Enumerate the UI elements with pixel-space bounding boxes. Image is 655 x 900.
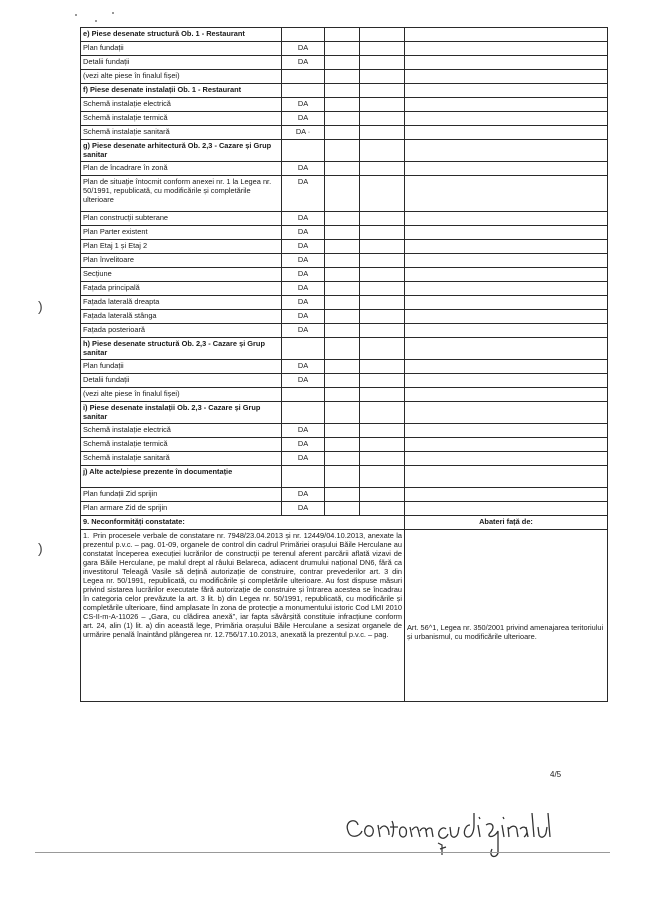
item-value: DA	[282, 296, 325, 310]
empty-cell	[325, 488, 360, 502]
empty-cell	[360, 438, 405, 452]
empty-cell	[405, 502, 608, 516]
empty-cell	[360, 502, 405, 516]
empty-cell	[360, 140, 405, 162]
empty-cell	[360, 488, 405, 502]
empty-cell	[360, 402, 405, 424]
empty-cell	[405, 374, 608, 388]
item-label: Schemă instalație sanitară	[81, 126, 282, 140]
empty-cell	[360, 466, 405, 488]
table-row	[81, 324, 608, 338]
table-row	[81, 42, 608, 56]
item-label: Fațada laterală dreapta	[81, 296, 282, 310]
item-value	[282, 466, 325, 488]
item-value: DA	[282, 438, 325, 452]
empty-cell	[405, 402, 608, 424]
empty-cell	[325, 360, 360, 374]
empty-cell	[405, 112, 608, 126]
item-label: Plan construcții subterane	[81, 212, 282, 226]
empty-cell	[405, 126, 608, 140]
item-value: DA	[282, 212, 325, 226]
empty-cell	[325, 296, 360, 310]
item-value	[282, 140, 325, 162]
item-label: Fațada principală	[81, 282, 282, 296]
empty-cell	[325, 388, 360, 402]
empty-cell	[405, 226, 608, 240]
empty-cell	[405, 240, 608, 254]
table-row	[81, 338, 608, 360]
empty-cell	[325, 254, 360, 268]
item-value: DA	[282, 56, 325, 70]
item-value	[282, 70, 325, 84]
item-label: Detalii fundații	[81, 56, 282, 70]
abateri-text: Art. 56^1, Legea nr. 350/2001 privind amenajarea teritoriului și urbanismul, cu modificările ulterioare.	[407, 623, 604, 641]
section-heading: i) Piese desenate instalații Ob. 2,3 - Cazare și Grup sanitar	[81, 402, 282, 424]
table-row	[81, 388, 608, 402]
item-label: Plan fundații Zid sprijin	[81, 488, 282, 502]
empty-cell	[405, 268, 608, 282]
empty-cell	[360, 56, 405, 70]
item-value	[282, 84, 325, 98]
table-row	[81, 360, 608, 374]
empty-cell	[325, 402, 360, 424]
empty-cell	[405, 162, 608, 176]
empty-cell	[360, 424, 405, 438]
empty-cell	[325, 56, 360, 70]
empty-cell	[405, 140, 608, 162]
table-row	[81, 374, 608, 388]
item-label: Plan de situație întocmit conform anexei nr. 1 la Legea nr. 50/1991, republicată, cu modificările și completările ulterioare	[81, 176, 282, 212]
empty-cell	[405, 324, 608, 338]
item-value: DA	[282, 176, 325, 212]
table-row	[81, 126, 608, 140]
empty-cell	[405, 488, 608, 502]
item-value	[282, 28, 325, 42]
item-label: Plan Parter existent	[81, 226, 282, 240]
empty-cell	[325, 42, 360, 56]
item-value: DA	[282, 268, 325, 282]
table-row	[81, 502, 608, 516]
footer-rule	[35, 852, 610, 853]
empty-cell	[405, 212, 608, 226]
nonconformities-header-row	[81, 516, 608, 530]
empty-cell	[360, 84, 405, 98]
item-label: Schemă instalație termică	[81, 112, 282, 126]
section-heading: f) Piese desenate instalații Ob. 1 - Restaurant	[81, 84, 282, 98]
item-label: Fațada posterioară	[81, 324, 282, 338]
section-heading: h) Piese desenate structură Ob. 2,3 - Cazare și Grup sanitar	[81, 338, 282, 360]
empty-cell	[405, 360, 608, 374]
empty-cell	[360, 226, 405, 240]
table-row	[81, 466, 608, 488]
item-label: Schemă instalație termică	[81, 438, 282, 452]
empty-cell	[325, 282, 360, 296]
empty-cell	[360, 324, 405, 338]
empty-cell	[405, 310, 608, 324]
item-label: Plan de încadrare în zonă	[81, 162, 282, 176]
item-value: DA	[282, 310, 325, 324]
item-value	[282, 402, 325, 424]
item-value: DA	[282, 360, 325, 374]
item-value: DA	[282, 226, 325, 240]
item-value: DA	[282, 98, 325, 112]
table-row	[81, 162, 608, 176]
empty-cell	[405, 98, 608, 112]
empty-cell	[325, 112, 360, 126]
empty-cell	[325, 268, 360, 282]
item-label: Schemă instalație sanitară	[81, 452, 282, 466]
abateri-heading: Abateri față de:	[405, 516, 608, 530]
empty-cell	[325, 176, 360, 212]
table-row	[81, 254, 608, 268]
section-heading: g) Piese desenate arhitectură Ob. 2,3 - Cazare și Grup sanitar	[81, 140, 282, 162]
table-row	[81, 424, 608, 438]
item-value: DA	[282, 282, 325, 296]
empty-cell	[360, 374, 405, 388]
empty-cell	[405, 56, 608, 70]
empty-cell	[360, 388, 405, 402]
empty-cell	[325, 98, 360, 112]
item-label: Plan fundații	[81, 42, 282, 56]
item-label: Detalii fundații	[81, 374, 282, 388]
item-label: Plan fundații	[81, 360, 282, 374]
empty-cell	[360, 70, 405, 84]
item-value: DA	[282, 502, 325, 516]
empty-cell	[360, 240, 405, 254]
item-value	[282, 338, 325, 360]
empty-cell	[325, 84, 360, 98]
item-value: DA	[282, 162, 325, 176]
table-row	[81, 438, 608, 452]
empty-cell	[360, 28, 405, 42]
margin-hole-mark: )	[38, 540, 43, 556]
nonconformity-text-cell	[81, 530, 405, 702]
scan-dot	[95, 20, 97, 22]
empty-cell	[325, 502, 360, 516]
empty-cell	[405, 338, 608, 360]
item-value: DA	[282, 324, 325, 338]
table-row	[81, 84, 608, 98]
item-value: DA	[282, 112, 325, 126]
table-row	[81, 268, 608, 282]
nonconformities-heading: 9. Neconformități constatate:	[81, 516, 405, 530]
empty-cell	[325, 310, 360, 324]
empty-cell	[360, 42, 405, 56]
empty-cell	[325, 374, 360, 388]
empty-cell	[360, 360, 405, 374]
table-row	[81, 212, 608, 226]
item-label: Plan învelitoare	[81, 254, 282, 268]
item-label: Schemă instalație electrică	[81, 424, 282, 438]
table-row	[81, 112, 608, 126]
empty-cell	[325, 126, 360, 140]
table-row	[81, 176, 608, 212]
empty-cell	[360, 176, 405, 212]
documentation-table	[80, 27, 608, 702]
item-value: DA ·	[282, 126, 325, 140]
empty-cell	[360, 296, 405, 310]
item-value	[282, 388, 325, 402]
empty-cell	[405, 176, 608, 212]
item-value: DA	[282, 452, 325, 466]
empty-cell	[405, 28, 608, 42]
nonconformity-row	[81, 530, 608, 702]
empty-cell	[360, 162, 405, 176]
item-value: DA	[282, 254, 325, 268]
table-row	[81, 296, 608, 310]
empty-cell	[360, 212, 405, 226]
empty-cell	[405, 452, 608, 466]
table-row	[81, 452, 608, 466]
table-row	[81, 98, 608, 112]
empty-cell	[405, 254, 608, 268]
documentation-rows	[81, 28, 608, 516]
empty-cell	[360, 268, 405, 282]
empty-cell	[405, 424, 608, 438]
item-value: DA	[282, 240, 325, 254]
table-row	[81, 282, 608, 296]
item-label: Schemă instalație electrică	[81, 98, 282, 112]
empty-cell	[325, 424, 360, 438]
scan-dot	[75, 14, 77, 16]
empty-cell	[325, 70, 360, 84]
table-row	[81, 140, 608, 162]
empty-cell	[325, 162, 360, 176]
table-row	[81, 226, 608, 240]
table-row	[81, 28, 608, 42]
empty-cell	[405, 438, 608, 452]
empty-cell	[360, 338, 405, 360]
empty-cell	[325, 438, 360, 452]
section-heading: e) Piese desenate structură Ob. 1 - Restaurant	[81, 28, 282, 42]
nonconformity-number: 1.	[83, 531, 90, 540]
page-number: 4/5	[550, 770, 562, 779]
empty-cell	[325, 240, 360, 254]
empty-cell	[325, 226, 360, 240]
section-heading: j) Alte acte/piese prezente în documentație	[81, 466, 282, 488]
empty-cell	[325, 338, 360, 360]
empty-cell	[360, 282, 405, 296]
item-label: Fațada laterală stânga	[81, 310, 282, 324]
item-label: Plan armare Zid de sprijin	[81, 502, 282, 516]
item-value: DA	[282, 424, 325, 438]
table-row	[81, 70, 608, 84]
empty-cell	[405, 70, 608, 84]
empty-cell	[360, 126, 405, 140]
item-label: (vezi alte piese în finalul fișei)	[81, 388, 282, 402]
nonconformity-text: Prin procesele verbale de constatare nr. 7948/23.04.2013 și nr. 12449/04.10.2013, anexate la prezentul p.v.c. – pag. 01-09, organele de control din cadrul Primăriei orașului Băile Herculane au constatat începerea execuției lucrărilor de construcții pe terenul aferent parcării aflată vizavi de gara Băile Herculane, pe malul drept al râului Belareca, adiacent drumului național DN6, fără ca investitorul Teleagă Vasile să dețină autorizație de construire, contrar prevederilor art. 3 din Legea nr. 50/1991, republicată, cu modificările și completările ulterioare. Au fost dispuse măsuri privind sistarea lucrărilor executate fără autorizație de construire și întrarea acestea se încadrau în categoria celor prevăzute la art. 3 lit. b) din Legea nr. 50/1991, republicată, cu modificările și completările ulterioare, fiind amplasate în zona de protecție a monumentului istoric Cod LMI 2010 CS-II-m-A-11026 – „Gara, cu clădirea anexă”, iar fapta săvârșită constituie infracțiune conform art. 24, alin (1) lit. a) din această lege, Primăria orașului Băile Herculane a sesizat organele de urmărire penală înaintând plângerea nr. 12.756/17.10.2013, anexată la prezentul p.v.c. – pag.	[83, 531, 402, 639]
empty-cell	[405, 42, 608, 56]
item-label: Secțiune	[81, 268, 282, 282]
handwritten-certification	[342, 803, 607, 863]
abateri-cell	[405, 530, 608, 702]
empty-cell	[360, 112, 405, 126]
empty-cell	[325, 212, 360, 226]
table-row	[81, 310, 608, 324]
empty-cell	[360, 310, 405, 324]
table-row	[81, 56, 608, 70]
empty-cell	[325, 466, 360, 488]
empty-cell	[360, 452, 405, 466]
item-value: DA	[282, 488, 325, 502]
empty-cell	[325, 140, 360, 162]
item-label: (vezi alte piese în finalul fișei)	[81, 70, 282, 84]
empty-cell	[325, 28, 360, 42]
empty-cell	[360, 98, 405, 112]
empty-cell	[405, 466, 608, 488]
table-row	[81, 488, 608, 502]
empty-cell	[405, 296, 608, 310]
item-value: DA	[282, 42, 325, 56]
scan-dot	[112, 12, 114, 14]
table-row	[81, 402, 608, 424]
empty-cell	[325, 452, 360, 466]
empty-cell	[405, 84, 608, 98]
margin-hole-mark: )	[38, 298, 43, 314]
empty-cell	[405, 388, 608, 402]
item-label: Plan Etaj 1 și Etaj 2	[81, 240, 282, 254]
empty-cell	[360, 254, 405, 268]
table-row	[81, 240, 608, 254]
empty-cell	[405, 282, 608, 296]
item-value: DA	[282, 374, 325, 388]
empty-cell	[325, 324, 360, 338]
